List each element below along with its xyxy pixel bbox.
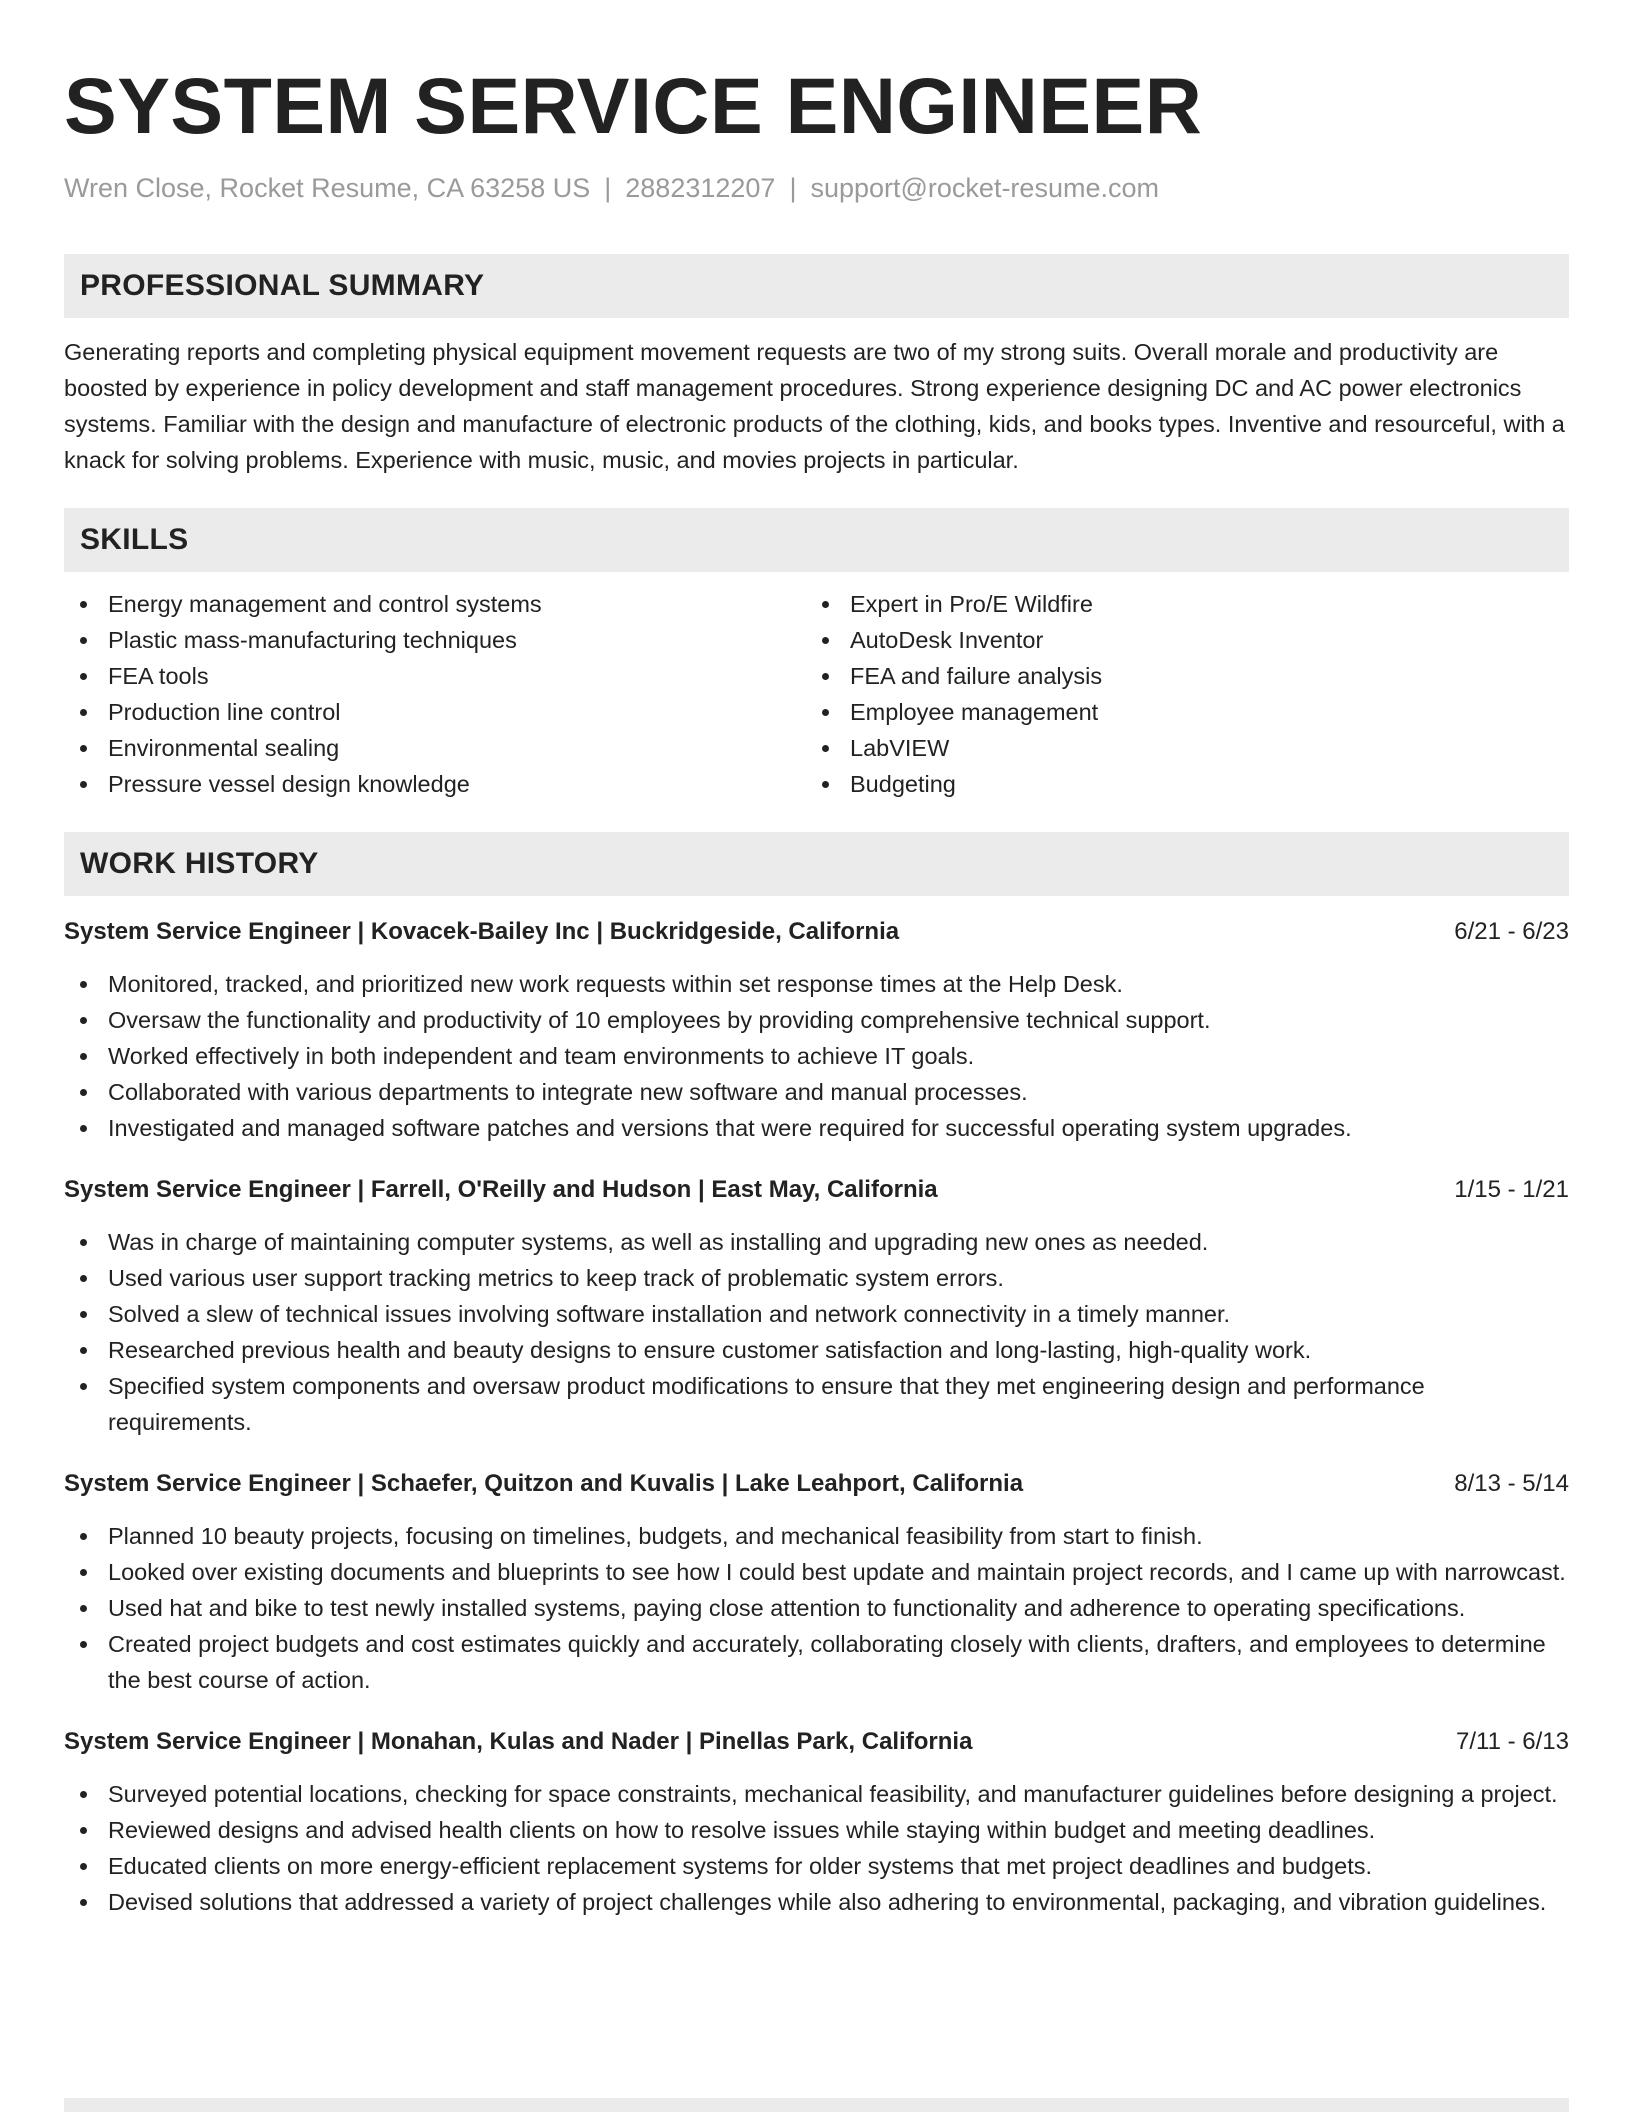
skill-item: Employee management bbox=[806, 694, 1548, 730]
contact-separator: | bbox=[789, 173, 797, 203]
job-bullet: Solved a slew of technical issues involving software installation and network connectivity in a timely manner. bbox=[64, 1296, 1569, 1332]
job-bullet: Was in charge of maintaining computer systems, as well as installing and upgrading new ones as needed. bbox=[64, 1224, 1569, 1260]
job-header bbox=[64, 1724, 1569, 1760]
job-bullet: Devised solutions that addressed a variety of project challenges while also adhering to environmental, packaging, and vibration guidelines. bbox=[64, 1884, 1569, 1920]
job-dates: 1/15 - 1/21 bbox=[1454, 1176, 1569, 1203]
job-dates: 7/11 - 6/13 bbox=[1456, 1728, 1569, 1755]
skills-column-right bbox=[806, 586, 1548, 802]
job-title: System Service Engineer | Schaefer, Quitzon and Kuvalis | Lake Leahport, California bbox=[64, 1470, 1024, 1497]
skills-column-left bbox=[64, 586, 806, 802]
job-bullet: Looked over existing documents and blueprints to see how I could best update and maintain project records, and I came up with narrowcast. bbox=[64, 1554, 1569, 1590]
skill-item: FEA tools bbox=[64, 658, 806, 694]
contact-email: support@rocket-resume.com bbox=[810, 173, 1159, 203]
skills-heading: SKILLS bbox=[64, 508, 1569, 572]
job-bullet: Educated clients on more energy-efficient replacement systems for older systems that met project deadlines and budgets. bbox=[64, 1848, 1569, 1884]
job-bullet: Created project budgets and cost estimates quickly and accurately, collaborating closely with clients, drafters, and employees to determine the best course of action. bbox=[64, 1626, 1569, 1698]
skill-item: Expert in Pro/E Wildfire bbox=[806, 586, 1548, 622]
skill-item: Energy management and control systems bbox=[64, 586, 806, 622]
job-bullet: Oversaw the functionality and productivity of 10 employees by providing comprehensive technical support. bbox=[64, 1002, 1569, 1038]
job-bullets bbox=[64, 966, 1569, 1146]
skill-item: AutoDesk Inventor bbox=[806, 622, 1548, 658]
contact-line bbox=[64, 172, 1569, 204]
job-bullet: Used various user support tracking metrics to keep track of problematic system errors. bbox=[64, 1260, 1569, 1296]
job-header bbox=[64, 914, 1569, 950]
job-bullet: Used hat and bike to test newly installed systems, paying close attention to functionality and adherence to operating specifications. bbox=[64, 1590, 1569, 1626]
job-bullet: Monitored, tracked, and prioritized new work requests within set response times at the Help Desk. bbox=[64, 966, 1569, 1002]
job-title: System Service Engineer | Farrell, O'Reilly and Hudson | East May, California bbox=[64, 1176, 938, 1203]
job-bullet: Planned 10 beauty projects, focusing on timelines, budgets, and mechanical feasibility from start to finish. bbox=[64, 1518, 1569, 1554]
job-dates: 6/21 - 6/23 bbox=[1454, 918, 1569, 945]
job-bullets bbox=[64, 1224, 1569, 1440]
contact-phone: 2882312207 bbox=[625, 173, 776, 203]
contact-address: Wren Close, Rocket Resume, CA 63258 US bbox=[64, 173, 591, 203]
job-bullet: Worked effectively in both independent and team environments to achieve IT goals. bbox=[64, 1038, 1569, 1074]
job-bullet: Collaborated with various departments to integrate new software and manual processes. bbox=[64, 1074, 1569, 1110]
skill-item: Environmental sealing bbox=[64, 730, 806, 766]
job-entry bbox=[64, 1724, 1569, 1920]
job-entry bbox=[64, 1466, 1569, 1698]
job-bullet: Researched previous health and beauty designs to ensure customer satisfaction and long-lasting, high-quality work. bbox=[64, 1332, 1569, 1368]
summary-heading: PROFESSIONAL SUMMARY bbox=[64, 254, 1569, 318]
job-entry bbox=[64, 1172, 1569, 1440]
skill-item: LabVIEW bbox=[806, 730, 1548, 766]
job-bullet: Surveyed potential locations, checking for space constraints, mechanical feasibility, and manufacturer guidelines before designing a project. bbox=[64, 1776, 1569, 1812]
work-history-heading: WORK HISTORY bbox=[64, 832, 1569, 896]
work-history-list bbox=[64, 914, 1569, 1920]
job-bullet: Specified system components and oversaw product modifications to ensure that they met engineering design and performance requirements. bbox=[64, 1368, 1569, 1440]
skill-item: Production line control bbox=[64, 694, 806, 730]
job-bullets bbox=[64, 1518, 1569, 1698]
job-header bbox=[64, 1466, 1569, 1502]
job-dates: 8/13 - 5/14 bbox=[1454, 1470, 1569, 1497]
job-title: System Service Engineer | Monahan, Kulas and Nader | Pinellas Park, California bbox=[64, 1728, 973, 1755]
summary-text: Generating reports and completing physical equipment movement requests are two of my strong suits. Overall morale and productivity are boosted by experience in policy development and staff management procedures. Strong experience designing DC and AC power electronics systems. Familiar with the design and manufacture of electronic products of the clothing, kids, and books types. Inventive and resourceful, with a knack for solving problems. Experience with music, music, and movies projects in particular. bbox=[64, 339, 1565, 473]
skill-item: Plastic mass-manufacturing techniques bbox=[64, 622, 806, 658]
skill-item: Pressure vessel design knowledge bbox=[64, 766, 806, 802]
job-bullets bbox=[64, 1776, 1569, 1920]
job-title: System Service Engineer | Kovacek-Bailey Inc | Buckridgeside, California bbox=[64, 918, 900, 945]
page-title: SYSTEM SERVICE ENGINEER bbox=[64, 61, 1203, 150]
skill-item: FEA and failure analysis bbox=[806, 658, 1548, 694]
skill-item: Budgeting bbox=[806, 766, 1548, 802]
next-section-heading-bar bbox=[64, 2098, 1569, 2112]
job-entry bbox=[64, 914, 1569, 1146]
job-bullet: Investigated and managed software patches and versions that were required for successful operating system upgrades. bbox=[64, 1110, 1569, 1146]
contact-separator: | bbox=[604, 173, 612, 203]
job-bullet: Reviewed designs and advised health clients on how to resolve issues while staying within budget and meeting deadlines. bbox=[64, 1812, 1569, 1848]
skills-list bbox=[64, 586, 1569, 802]
job-header bbox=[64, 1172, 1569, 1208]
